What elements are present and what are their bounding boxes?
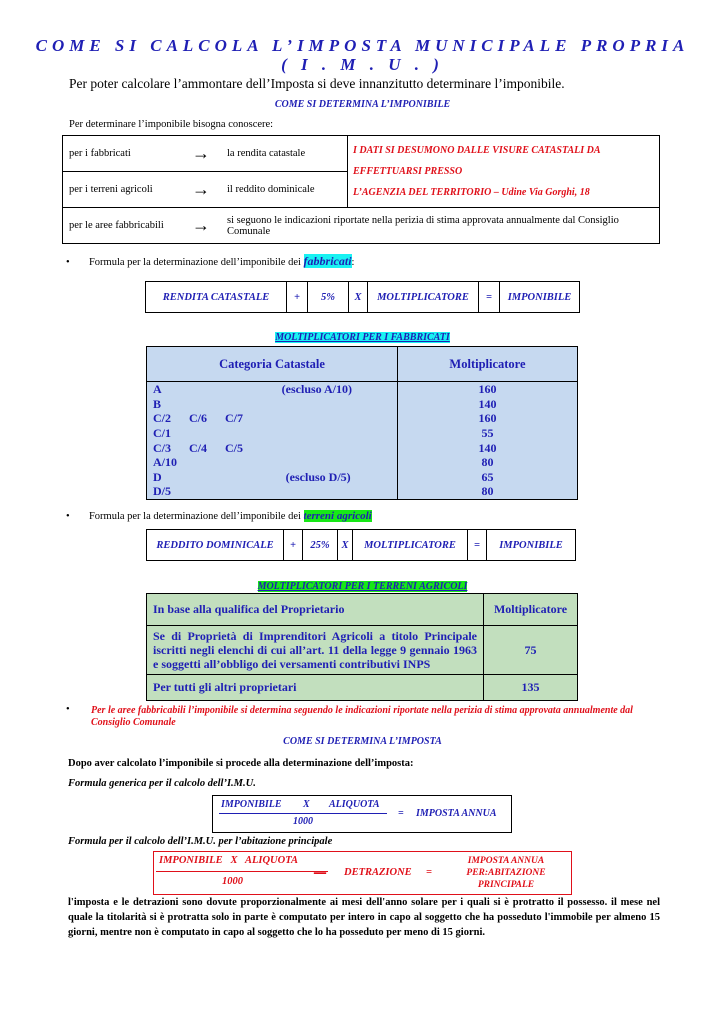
moltiplicatore-cell: 80 xyxy=(398,455,578,470)
categoria-cell: B xyxy=(147,397,398,412)
qualifica-cell: Se di Proprietà di Imprenditori Agricoli a titolo Principale iscritti negli elenchi di cui all’art. 11 della legge 9 gennaio 1963 e soggetti all’obbligo dei versamenti contributivi INPS xyxy=(147,626,484,675)
moltiplicatore-cell: 75 xyxy=(484,626,578,675)
table-row xyxy=(147,426,578,441)
categoria-cell: C/2 C/6 C/7 xyxy=(147,411,398,426)
categoria-cell: C/3 C/4 C/5 xyxy=(147,440,398,455)
table-row xyxy=(147,470,578,485)
categoria-cell: D xyxy=(153,469,162,484)
f2-result: IMPOSTA ANNUA PER:ABITAZIONE PRINCIPALE xyxy=(466,856,546,890)
formula-operator: = xyxy=(468,530,487,561)
formula-fabbricati-box xyxy=(145,281,580,313)
formula-terreni-line xyxy=(66,510,372,522)
moltiplicatori-fabbricati-title: MOLTIPLICATORI PER I FABBRICATI xyxy=(275,332,450,343)
row-right: il reddito dominicale xyxy=(223,172,348,208)
header-qualifica: In base alla qualifica del Proprietario xyxy=(147,594,484,626)
formula-term: MOLTIPLICATORE xyxy=(353,530,468,561)
minus-sign: – xyxy=(314,859,326,885)
formula-generica-box xyxy=(212,795,512,833)
table-header-row xyxy=(147,347,578,382)
header-moltiplicatore: Moltiplicatore xyxy=(484,594,578,626)
moltiplicatore-cell: 140 xyxy=(398,397,578,412)
f2-eq: = xyxy=(426,867,432,878)
table-row xyxy=(63,136,660,172)
per-determinare-text: Per determinare l’imponibile bisogna conoscere: xyxy=(69,119,274,130)
header-moltiplicatore: Moltiplicatore xyxy=(398,347,578,382)
table-row xyxy=(63,208,660,244)
f1-imponibile: IMPONIBILE xyxy=(221,799,282,810)
formula-fabbricati-text: Formula per la determinazione dell’imponibile dei xyxy=(88,257,301,268)
categoria-cell: D/5 xyxy=(147,484,398,499)
moltiplicatori-terreni-heading xyxy=(0,576,725,594)
table-row xyxy=(147,382,578,397)
moltiplicatore-cell: 160 xyxy=(398,411,578,426)
f2-num: IMPONIBILE X ALIQUOTA xyxy=(159,855,299,866)
moltiplicatore-cell: 160 xyxy=(398,382,578,397)
aree-fabbricabili-note: Per le aree fabbricabili l’imponibile si determina seguendo le indicazioni riportate nella perizia di stima approvata annualmente dal Consiglio Comunale xyxy=(91,705,633,728)
formula-operator: X xyxy=(349,282,368,313)
footer-text: l'imposta e le detrazioni sono dovute proporzionalmente ai mesi dell'anno solare per i quali si è protratto il possesso. il mese nel quale la titolarità si è protratta solo in parte è computato per intero in capo al soggetto che ha posseduto l'immobile per almeno 15 giorni, mentre non è computato in capo al soggetto che lo ha posseduto per meno di 15 giorni. xyxy=(68,897,660,938)
formula-term: RENDITA CATASTALE xyxy=(146,282,287,313)
moltiplicatore-cell: 55 xyxy=(398,426,578,441)
f1-den: 1000 xyxy=(293,816,313,827)
formula-term: IMPONIBILE xyxy=(487,530,576,561)
formula-term: REDDITO DOMINICALE xyxy=(147,530,284,561)
row-left: per i terreni agricoli xyxy=(63,172,180,208)
row-left: per i fabbricati xyxy=(63,136,180,172)
formula-term: 5% xyxy=(308,282,349,313)
formula-operator: + xyxy=(287,282,308,313)
categoria-cell: C/1 xyxy=(147,426,398,441)
imponibile-sources-table xyxy=(62,135,660,244)
formula-abitazione-box xyxy=(153,851,572,895)
fraction-line xyxy=(156,871,328,872)
table-row xyxy=(147,626,578,675)
fabbricati-highlight: fabbricati xyxy=(303,254,352,268)
header-categoria: Categoria Catastale xyxy=(147,347,398,382)
row-left: per le aree fabbricabili xyxy=(63,208,180,244)
qualifica-cell: Per tutti gli altri proprietari xyxy=(147,675,484,701)
table-row xyxy=(147,397,578,412)
f1-aliquota: ALIQUOTA xyxy=(329,799,380,810)
f2-den: 1000 xyxy=(222,876,243,887)
moltiplicatore-cell: 65 xyxy=(398,470,578,485)
catasto-note xyxy=(348,136,660,208)
formula-operator: = xyxy=(479,282,500,313)
bullet-icon: • xyxy=(66,511,70,522)
fraction-line xyxy=(219,813,387,814)
formula-terreni-box xyxy=(146,529,576,561)
categoria-catastale-table xyxy=(146,346,578,500)
formula-term: 25% xyxy=(303,530,338,561)
formula-fabbricati-line xyxy=(66,254,354,269)
f1-eq: = xyxy=(398,808,404,819)
arrow-icon: → xyxy=(179,136,223,172)
catasto-note-line1: I DATI SI DESUMONO DALLE VISURE CATASTALI DA EFFETTUARSI PRESSO xyxy=(353,145,601,177)
table-header-row xyxy=(147,594,578,626)
categoria-note: (escluso A/10) xyxy=(281,382,353,397)
categoria-note: (escluso D/5) xyxy=(285,469,351,484)
categoria-cell: A xyxy=(153,382,162,397)
arrow-icon: → xyxy=(179,208,223,244)
table-row xyxy=(147,675,578,701)
section-imponibile-heading: COME SI DETERMINA L’IMPONIBILE xyxy=(274,99,451,110)
page-subtitle: ( I . M . U . ) xyxy=(281,55,444,74)
moltiplicatore-cell: 135 xyxy=(484,675,578,701)
section-imposta-heading: COME SI DETERMINA L’IMPOSTA xyxy=(283,736,442,747)
table-row xyxy=(147,455,578,470)
table-row xyxy=(147,484,578,499)
table-row xyxy=(147,440,578,455)
formula-term: IMPONIBILE xyxy=(500,282,580,313)
moltiplicatore-cell: 140 xyxy=(398,440,578,455)
formula-terreni-text: Formula per la determinazione dell’imponibile dei xyxy=(88,511,301,522)
f1-result: IMPOSTA ANNUA xyxy=(416,808,497,819)
formula-abitazione-label: Formula per il calcolo dell’I.M.U. per l’abitazione principale xyxy=(68,836,333,847)
terreni-highlight: terreni agricoli xyxy=(303,510,372,522)
intro-text: Per poter calcolare l’ammontare dell’Imposta si deve innanzitutto determinare l’imponibile. xyxy=(69,76,565,91)
formula-operator: + xyxy=(284,530,303,561)
moltiplicatori-terreni-title: MOLTIPLICATORI PER I TERRENI AGRICOLI xyxy=(257,581,468,592)
f1-x: X xyxy=(303,799,310,810)
catasto-note-line2: L’AGENZIA DEL TERRITORIO – Udine Via Gorghi, 18 xyxy=(353,187,590,198)
row-right: la rendita catastale xyxy=(223,136,348,172)
categoria-cell: A/10 xyxy=(147,455,398,470)
table-row xyxy=(147,411,578,426)
page-title: COME SI CALCOLA L’IMPOSTA MUNICIPALE PROPRIA xyxy=(35,36,690,55)
row-right: si seguono le indicazioni riportate nella perizia di stima approvata annualmente dal Consiglio Comunale xyxy=(223,208,660,244)
bullet-icon: • xyxy=(66,257,70,268)
formula-term: MOLTIPLICATORE xyxy=(368,282,479,313)
f2-detrazione: DETRAZIONE xyxy=(344,867,412,878)
arrow-icon: → xyxy=(179,172,223,208)
colon: : xyxy=(351,257,355,268)
formula-operator: X xyxy=(338,530,353,561)
moltiplicatore-cell: 80 xyxy=(398,484,578,499)
moltiplicatori-fabbricati-heading xyxy=(0,327,725,345)
qualifica-proprietario-table xyxy=(146,593,578,701)
formula-generica-label: Formula generica per il calcolo dell’I.M.U. xyxy=(68,778,256,789)
dopo-text: Dopo aver calcolato l’imponibile si procede alla determinazione dell’imposta: xyxy=(68,758,414,769)
bullet-icon: • xyxy=(66,704,70,715)
